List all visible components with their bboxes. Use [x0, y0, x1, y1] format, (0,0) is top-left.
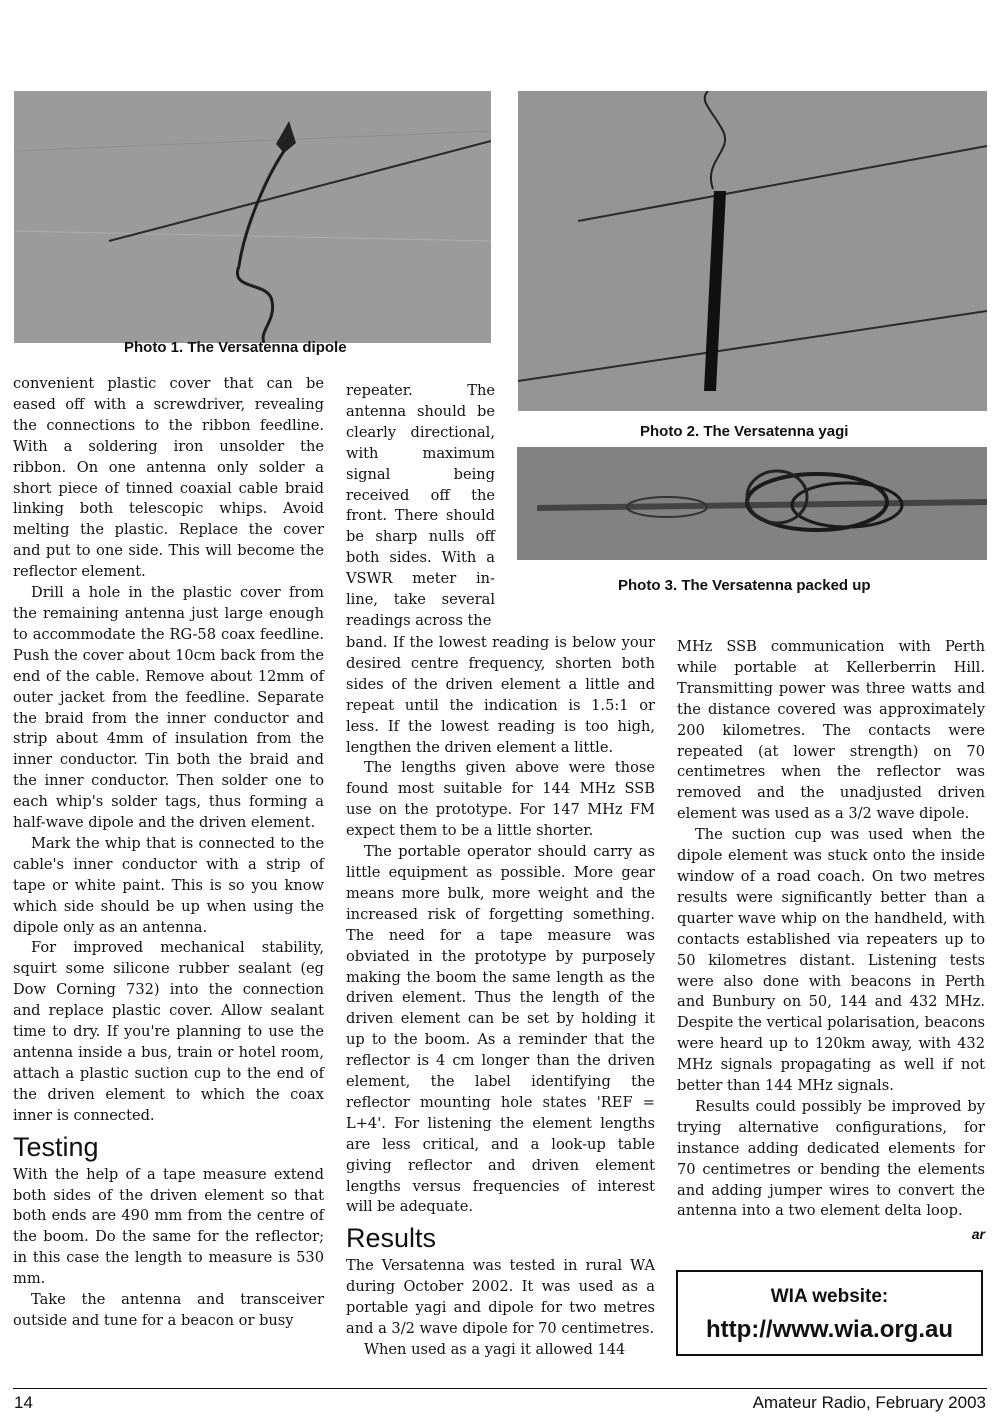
- col3-paragraph: The suction cup was used when the dipole element was stuck onto the inside window of a road coach. On two metres results were significantly better than a quarter wave whip on the handheld, with contacts established via repeaters up to 50 kilometres distant. Listening tests were also done with beacons in Perth and Bunbury on 50, 144 and 432 MHz. Despite the vertical polarisation, beacons were heard up to 120km away, with 432 MHz signals propagating as well if not better than 144 MHz signals.: [677, 826, 985, 1095]
- col2-paragraph: The Versatenna was tested in rural WA during October 2002. It was used as a portable yagi and dipole for two metres and a 3/2 wave dipole for 70 centimetres.: [346, 1257, 655, 1338]
- heading-testing: Testing: [13, 1131, 99, 1162]
- col1-paragraph: convenient plastic cover that can be eased off with a screwdriver, revealing the connections to the ribbon feedline. With a soldering iron unsolder the ribbon. On one antenna only solder a short piece of tinned coaxial cable braid linking both telescopic whips. Avoid melting the plastic. Replace the cover and put to one side. This will become the reflector element.: [13, 375, 324, 581]
- col1-paragraph: Drill a hole in the plastic cover from the remaining antenna just large enough to accommodate the RG-58 coax feedline. Push the cover about 10cm back from the end of the cable. Remove about 12mm of outer jacket from the feedline. Separate the braid from the inner conductor and strip about 4mm of insulation from the inner conductor. Tin both the braid and the inner conductor. Then solder one to each whip's solder tags, thus forming a half-wave dipole and the driven element.: [13, 584, 324, 832]
- column-2: [346, 633, 655, 1361]
- wia-website-url[interactable]: http://www.wia.org.au: [705, 1316, 954, 1343]
- photo-1-caption: Photo 1. The Versatenna dipole: [124, 339, 347, 356]
- col3-paragraph: Results could possibly be improved by trying alternative configurations, for instance adding dedicated elements for 70 centimetres or bending the elements and adding jumper wires to convert the antenna into a two element delta loop.: [677, 1097, 985, 1220]
- col2-paragraph: band. If the lowest reading is below your desired centre frequency, shorten both sides of the driven element a little and repeat until the indication is 1.5:1 or less. If the lowest reading is too high, lengthen the driven element a little.: [346, 634, 655, 756]
- col3-paragraph: MHz SSB communication with Perth while portable at Kellerberrin Hill. Transmitting power was three watts and the distance covered was approximately 200 kilometres. The contacts were repeated (at lower strength) on 70 centimetres when the reflector was removed and the unadjusted driven element was used as a 3/2 wave dipole.: [677, 638, 985, 823]
- col1-paragraph: With the help of a tape measure extend both sides of the driven element so that both ends are 490 mm from the centre of the boom. Do the same for the reflector; in this case the length to measure is 530 mm.: [13, 1165, 324, 1288]
- photo-3-packed-up: [517, 447, 987, 560]
- photo-2-caption: Photo 2. The Versatenna yagi: [640, 423, 849, 440]
- wia-website-box: [676, 1270, 983, 1356]
- photo-3-caption: Photo 3. The Versatenna packed up: [618, 577, 871, 594]
- col2-paragraph: When used as a yagi it allowed 144: [364, 1341, 626, 1358]
- col2-paragraph: repeater. The antenna should be clearly directional, with maximum signal being received off the front. There should be sharp nulls off both sides. With a VSWR meter in-line, take several readings across the: [346, 382, 495, 629]
- publication-info: Amateur Radio, February 2003: [752, 1393, 986, 1412]
- col2-paragraph: The portable operator should carry as little equipment as possible. More gear means more bulk, more weight and the increased risk of forgetting something. The need for a tape measure was obviated in the prototype by purposely making the boom the same length as the driven element. Thus the length of the driven element can be set by holding it up to the boom. As a reminder that the reflector is 4 cm longer than the driven element, the label identifying the reflector mounting hole states 'REF = L+4'. For listening the element lengths are less critical, and a look-up table giving reflector and driven element lengths versus frequencies of interest will be adequate.: [346, 843, 655, 1216]
- heading-results: Results: [346, 1223, 437, 1254]
- photo-2-yagi: [518, 91, 987, 411]
- footer-rule: [13, 1388, 987, 1389]
- page-number: 14: [14, 1393, 33, 1412]
- column-3: [677, 637, 985, 1245]
- photo-1-dipole: [14, 91, 491, 343]
- col1-paragraph: Take the antenna and transceiver outside and tune for a beacon or busy: [13, 1291, 324, 1329]
- col2-paragraph: The lengths given above were those found most suitable for 144 MHz SSB use on the prototype. For 147 MHz FM expect them to be a little shorter.: [346, 759, 655, 840]
- col1-paragraph: Mark the whip that is connected to the cable's inner conductor with a strip of tape or white paint. This is so you know which side should be up when using the dipole only as an antenna.: [13, 834, 324, 936]
- col1-paragraph: For improved mechanical stability, squirt some silicone rubber sealant (eg Dow Corning 732) into the connection and replace plastic cover. Allow sealant time to dry. If you're planning to use the antenna inside a bus, train or hotel room, attach a plastic suction cup to the end of the driven element to which the coax inner is connected.: [13, 939, 324, 1124]
- article-end-mark: ar: [971, 1226, 985, 1243]
- column-1: [13, 374, 324, 1332]
- column-2-top: [346, 381, 495, 632]
- wia-website-title: WIA website:: [770, 1286, 889, 1307]
